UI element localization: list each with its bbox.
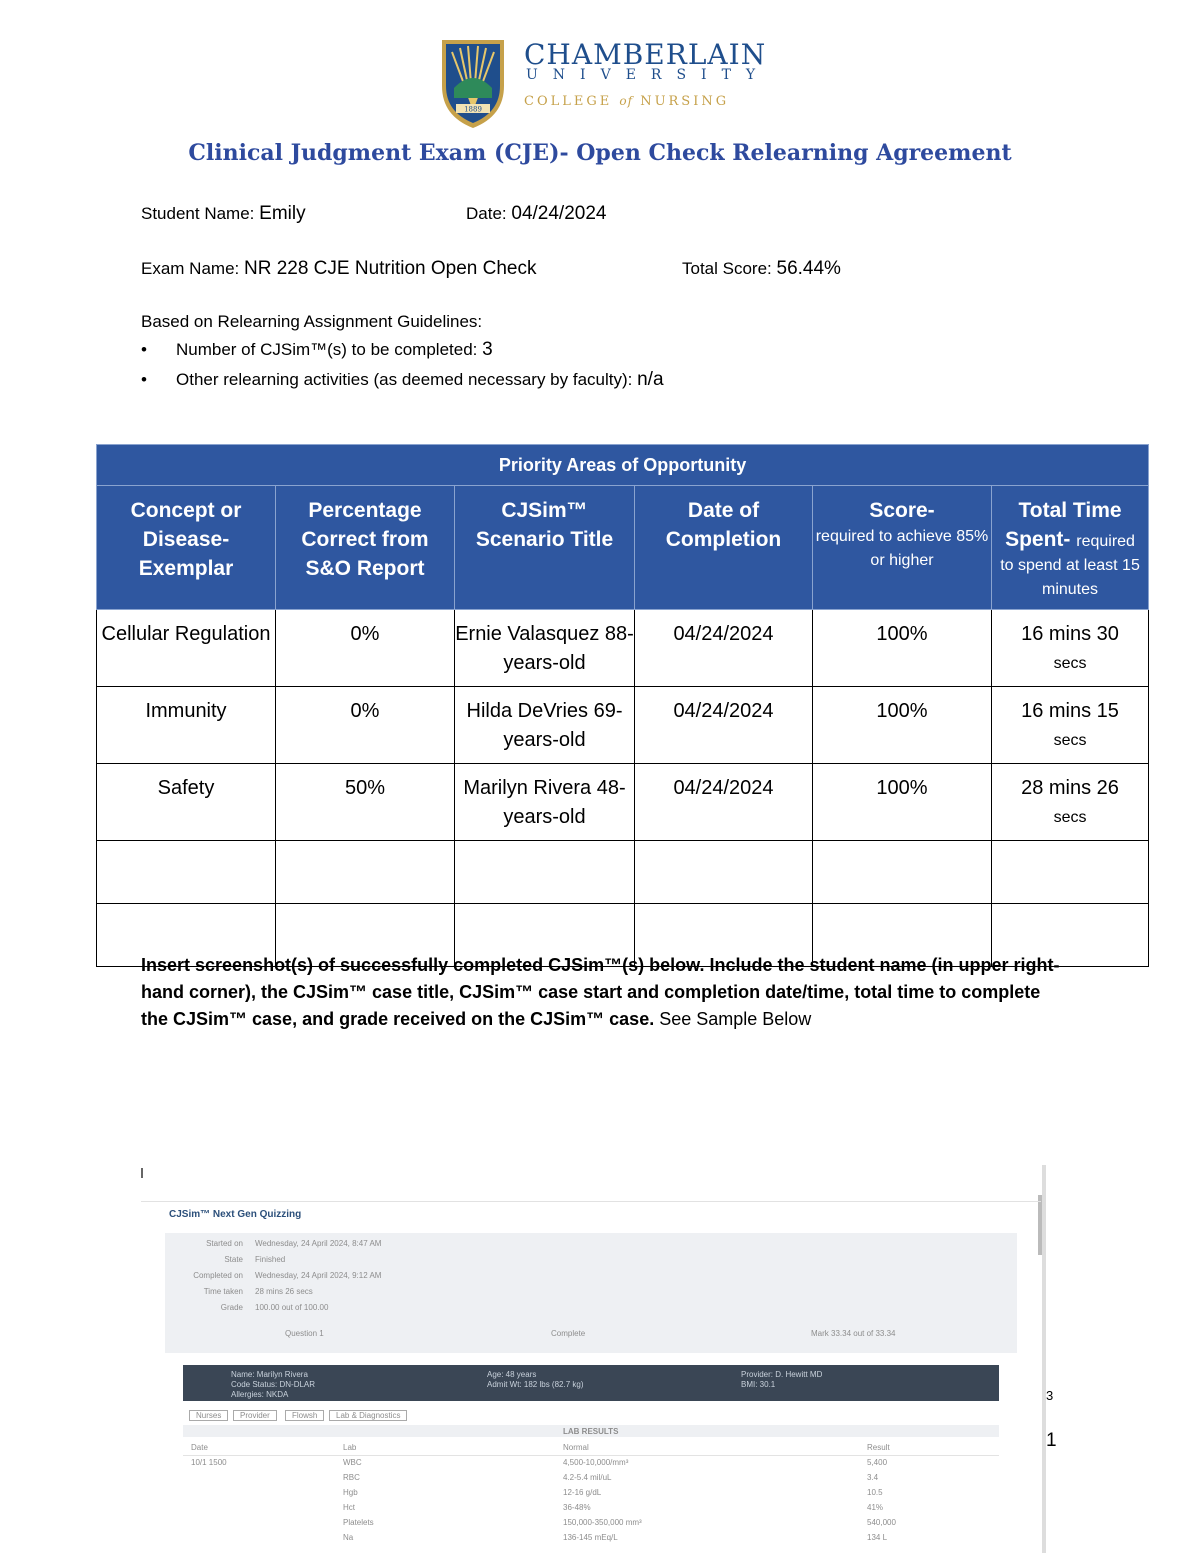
cjsim-screenshot: CJSim™ Next Gen Quizzing Started on Wednesday, 24 April 2024, 8:47 AM State Finished Completed on Wednesday, 24 April 2024, 9:12 AM Time taken 28 mins 26 secs Grade 100.00 out of 100.00 Question 1 Complete Mark 33.34 out of 33.34 Name: Marilyn Rivera Age: 48 years Provider: D. Hewitt MD Code Status: DN-DLAR Admit Wt: 182 lbs (82.7 kg) BMI: 30.1 Allergies: NKDA Nurses Provider Flowsh Lab & Diagnostics LAB RESULTS Date Lab Normal Result 10/1 1500 WBC 4,500-10,000/mm³ 5,400 RBC 4.2-5.4 mil/uL 3.4 Hgb 12-16 g/dL 10.5 Hct 36-48% 41% Platelets 150,000-350,000 mm³ 540,000 Na 136-145 mEq/L 134 L xyxy=(141,1165,1046,1553)
column-header: Total Time Spent- required to spend at least 15 minutes xyxy=(992,486,1149,610)
table-row: Cellular Regulation 0% Ernie Valasquez 88-years-old 04/24/2024 100% 16 mins 30 secs xyxy=(97,610,1149,687)
shot-title: CJSim™ Next Gen Quizzing xyxy=(169,1209,302,1220)
exam-name-field: Exam Name: NR 228 CJE Nutrition Open Check xyxy=(141,258,537,279)
guidelines-heading: Based on Relearning Assignment Guidelines: xyxy=(141,312,483,331)
guideline-item: • Number of CJSim™(s) to be completed: 3 xyxy=(141,339,493,360)
column-header: Score- required to achieve 85% or higher xyxy=(813,486,992,610)
svg-text:1889: 1889 xyxy=(464,105,482,114)
table-row: Safety 50% Marilyn Rivera 48-years-old 04/24/2024 100% 28 mins 26 secs xyxy=(97,764,1149,841)
total-score-field: Total Score: 56.44% xyxy=(682,258,841,279)
column-header: Date of Completion xyxy=(635,486,813,610)
table-row: Immunity 0% Hilda DeVries 69-years-old 04/24/2024 100% 16 mins 15 secs xyxy=(97,687,1149,764)
guideline-item: • Other relearning activities (as deemed necessary by faculty): n/a xyxy=(141,369,664,390)
column-header: Concept or Disease-Exemplar xyxy=(97,486,276,610)
table-banner: Priority Areas of Opportunity xyxy=(97,445,1149,486)
crest-icon xyxy=(440,38,506,130)
university-logo xyxy=(440,38,770,134)
page-title: Clinical Judgment Exam (CJE)- Open Check Relearning Agreement xyxy=(188,140,1012,166)
empty-row xyxy=(97,841,1149,904)
date-field: Date: 04/24/2024 xyxy=(466,203,607,224)
student-name-field: Student Name: Emily xyxy=(141,203,306,224)
priority-areas-table xyxy=(96,444,1149,967)
instructions: Insert screenshot(s) of successfully completed CJSim™(s) below. Include the student name (in upper right-hand corner), the CJSim™ case title, CJSim™ case start and completion date/time, total time to complete the CJSim™ case, and grade received on the CJSim™ case. See Sample Below xyxy=(141,955,1060,1029)
page-marker: 3 xyxy=(1046,1388,1054,1403)
logo-college: COLLEGE of NURSING xyxy=(524,94,730,109)
logo-name: CHAMBERLAIN xyxy=(524,38,767,71)
logo-university: UNIVERSITY xyxy=(526,67,771,83)
column-header: CJSim™ Scenario Title xyxy=(455,486,635,610)
page-number: 1 xyxy=(1046,1430,1057,1451)
column-header: Percentage Correct from S&O Report xyxy=(276,486,455,610)
